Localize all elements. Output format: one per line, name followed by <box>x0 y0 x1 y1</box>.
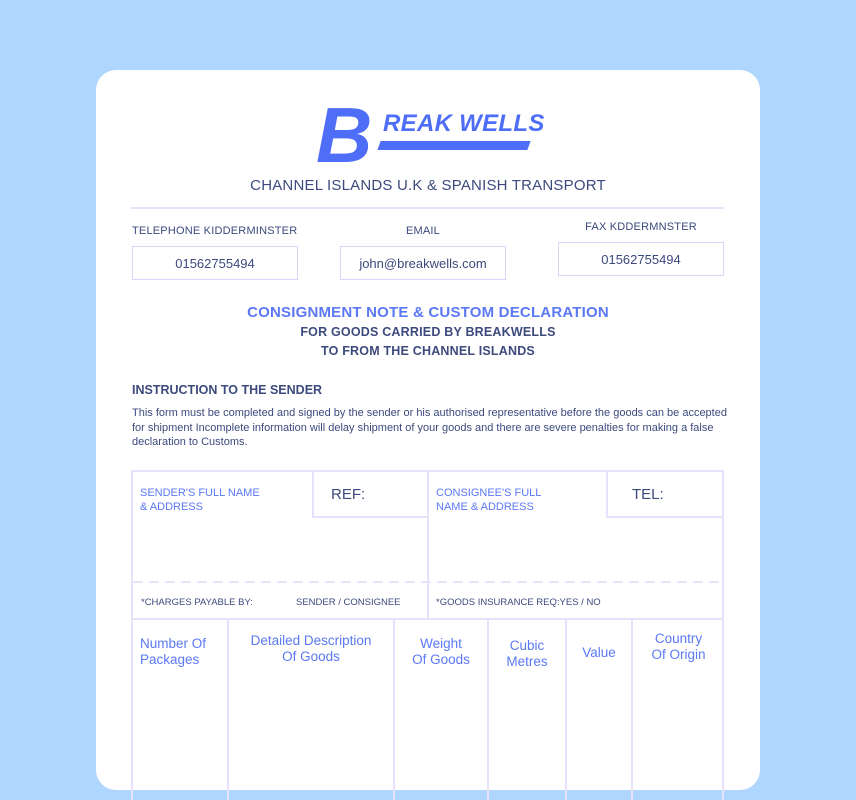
column-header-cubic-metres: Cubic Metres <box>506 638 548 669</box>
divider <box>131 618 724 620</box>
column-header-country-of-origin: Country Of Origin <box>651 631 706 662</box>
divider <box>312 516 428 518</box>
email-field[interactable]: john@breakwells.com <box>340 246 506 280</box>
ref-label: REF: <box>331 486 366 503</box>
column-header-packages: Number Of Packages <box>140 636 207 667</box>
company-subtitle: CHANNEL ISLANDS U.K & SPANISH TRANSPORT <box>250 177 606 194</box>
document-subtitle-line-2: TO FROM THE CHANNEL ISLANDS <box>321 344 535 358</box>
column-header-value: Value <box>582 645 616 660</box>
charges-options[interactable]: SENDER / CONSIGNEE <box>296 597 401 608</box>
tel-label: TEL: <box>632 486 664 503</box>
divider <box>606 516 724 518</box>
logo-text: REAK WELLS <box>383 110 545 137</box>
fax-field[interactable]: 01562755494 <box>558 242 724 276</box>
consignee-label: CONSIGNEE'S FULL NAME & ADDRESS <box>436 487 542 513</box>
sender-address-input[interactable] <box>134 520 424 578</box>
email-label: EMAIL <box>405 225 440 237</box>
logo-letter: B <box>316 91 371 179</box>
header-divider <box>131 207 724 209</box>
divider <box>606 470 608 518</box>
consignee-address-input[interactable] <box>430 520 720 578</box>
consignment-form-card <box>96 70 760 790</box>
insurance-option[interactable]: *GOODS INSURANCE REQ:YES / NO <box>436 597 601 608</box>
column-header-description: Detailed Description Of Goods <box>250 633 372 664</box>
telephone-field[interactable]: 01562755494 <box>132 246 298 280</box>
charges-label: *CHARGES PAYABLE BY: <box>141 597 253 608</box>
column-header-weight: Weight Of Goods <box>412 636 470 667</box>
divider <box>427 470 429 620</box>
instructions-body: This form must be completed and signed by the sender or his authorised representative before the goods can be accepted for shipment Incomplete information will delay shipment of your goods and there are severe penalties for making a false declaration to Customs. <box>132 407 727 448</box>
document-subtitle-line-1: FOR GOODS CARRIED BY BREAKWELLS <box>300 325 556 339</box>
instructions-heading: INSTRUCTION TO THE SENDER <box>132 383 323 397</box>
sender-label: SENDER'S FULL NAME & ADDRESS <box>140 487 260 513</box>
dashed-divider <box>133 581 722 583</box>
document-title: CONSIGNMENT NOTE & CUSTOM DECLARATION <box>247 304 609 321</box>
telephone-label: TELEPHONE KIDDERMINSTER <box>132 225 298 237</box>
divider <box>312 470 314 518</box>
logo-underline-bar <box>377 141 530 150</box>
fax-label: FAX KDDERMNSTER <box>585 221 697 233</box>
